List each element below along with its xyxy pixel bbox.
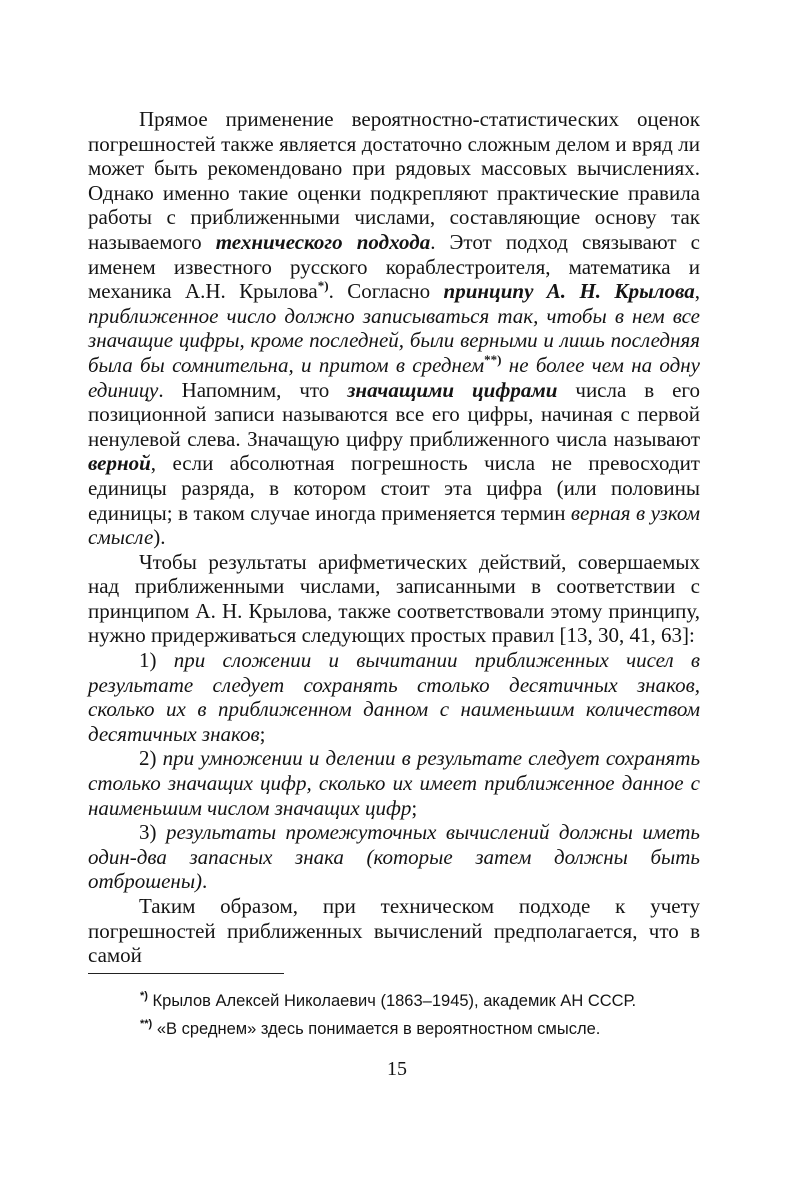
footnote-1: [140, 987, 700, 1015]
page-number: 15: [387, 1058, 407, 1080]
rule-2: [88, 746, 700, 820]
term-narrow-sense: верная в узком смысле: [88, 500, 700, 550]
principle-statement-end: не более чем на одну единицу: [88, 352, 701, 402]
rule-end: ;: [411, 795, 418, 820]
paragraph-conclusion: Таким образом, при техническом подходе к учету погрешностей приближенных вычислений предполагается, что в самой: [88, 894, 700, 968]
term-significant-digits: значащими цифрами: [347, 377, 558, 402]
paragraph-technical-approach: [88, 107, 700, 550]
term-krylov-principle: принципу А. Н. Крылова: [443, 279, 695, 304]
footnote-mark: **): [140, 1018, 153, 1030]
paragraph-rules-intro: Чтобы результаты арифметических действий, совершаемых над приближенными числами, записанными в соответствии с принципом А. Н. Крылова, также соответствовали этому принципу, нужно придерживаться следующих простых правил [13, 30, 41, 63]:: [88, 549, 700, 648]
rule-3: [88, 820, 700, 894]
rule-1: [88, 648, 700, 746]
main-text: [88, 107, 700, 968]
rule-text: результаты промежуточных вычислений должны иметь один-два запасных знака (которые затем должны быть отброшены): [88, 820, 700, 894]
footnote-text: «В среднем» здесь понимается в вероятностном смысле.: [152, 1020, 601, 1038]
text-run: . Согласно: [328, 279, 444, 304]
footnote-divider: [88, 973, 284, 974]
term-correct-digit: верной: [88, 451, 151, 476]
footnotes: [140, 987, 700, 1043]
footnote-2: [140, 1015, 700, 1043]
footnote-mark: *): [140, 990, 148, 1002]
rule-number: 3): [139, 820, 157, 845]
text-run: , если абсолютная погрешность числа не превосходит единицы разряда, в котором стоит эта цифра (или половины единицы; в таком случае иногда применяется термин: [88, 451, 700, 525]
footnote-text: Крылов Алексей Николаевич (1863–1945), академик АН СССР.: [147, 992, 637, 1010]
text-run: Прямое применение вероятностно-статистических оценок погрешностей также является достаточно сложным делом и вряд ли может быть рекомендовано при рядовых массовых вычислениях. Однако именно такие оценки подкрепляют практические правила работы с приближенными числами, составляющие основу так называемого: [88, 107, 700, 254]
principle-statement: приближенное число должно записываться так, чтобы в нем все значащие цифры, кроме последней, были верными и лишь последняя была бы сомнительна, и притом в среднем: [88, 303, 700, 377]
rule-number: 1): [139, 648, 157, 673]
rule-text: при сложении и вычитании приближенных чисел в результате следует сохранять столько десятичных знаков, сколько их в приближенном данном с наименьшим количеством десятичных знаков: [88, 648, 701, 746]
rule-text: при умножении и делении в результате следует сохранять столько значащих цифр, сколько их имеет приближенное данное с наименьшим числом значащих цифр: [88, 746, 700, 820]
rule-number: 2): [139, 746, 157, 771]
footnote-ref-2: **): [484, 351, 502, 367]
text-run: ,: [694, 279, 700, 304]
term-technical-approach: технического подхода: [215, 229, 431, 254]
rule-end: ;: [259, 721, 266, 746]
text-run: . Напомним, что: [158, 377, 348, 402]
text-run: . Этот подход связывают с именем известного русского кораблестроителя, математика и механика А.Н. Крылова: [88, 229, 701, 304]
text-run: числа в его позиционной записи называются все его цифры, начиная с первой ненулевой слева. Значащую цифру приближенного числа называют: [88, 377, 700, 451]
text-run: ).: [153, 525, 166, 550]
footnote-ref-1: *): [317, 278, 329, 294]
rule-end: .: [202, 869, 208, 894]
